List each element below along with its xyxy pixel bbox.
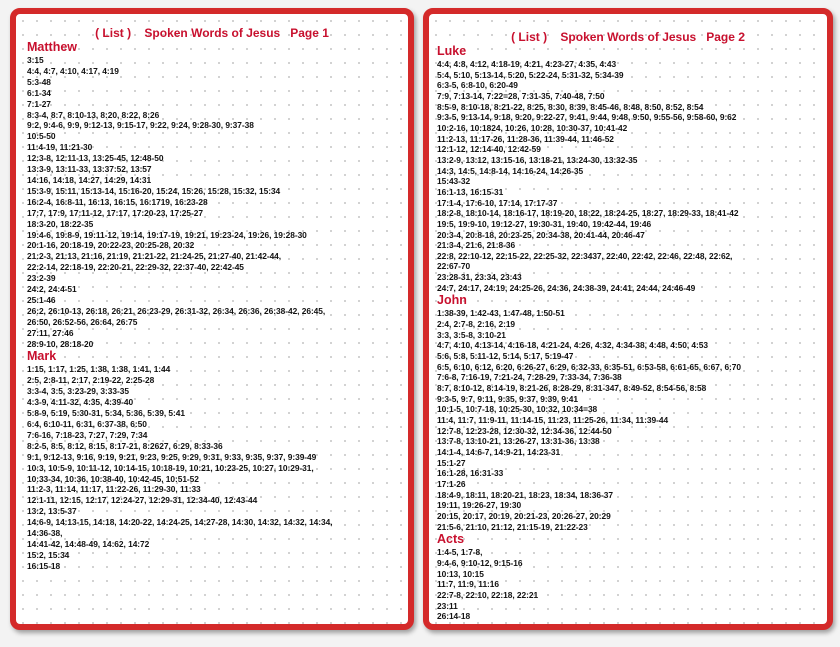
- book-list: [16, 40, 408, 572]
- verse-reference-line: 13:2, 13:5-37: [27, 506, 77, 517]
- verse-reference-line: 9:4-6, 9:10-12, 9:15-16: [437, 557, 523, 568]
- verse-reference-line: 8:5-9, 8:10-18, 8:21-22, 8:25, 8:30, 8:39, 8:45-46, 8:48, 8:50, 8:52, 8:54: [437, 101, 704, 112]
- verse-reference-line: 5:6, 5:8, 5:11-12, 5:14, 5:17, 5:19-47: [437, 351, 574, 362]
- verse-reference-line: 5:4, 5:10, 5:13-14, 5:20, 5:22-24, 5:31-32, 5:34-39: [437, 69, 624, 80]
- verse-reference-line: 15:2, 15:34: [27, 549, 70, 560]
- book-heading: Acts: [437, 532, 465, 547]
- verse-reference-line: 19:11, 19:26-27, 19:30: [437, 500, 522, 511]
- verse-reference-line: 18:4-9, 18:11, 18:20-21, 18:23, 18:34, 18:36-37: [437, 489, 613, 500]
- verse-reference-line: 24:2, 24:4-51: [27, 284, 77, 295]
- list-page-2: [423, 8, 833, 630]
- verse-reference-line: 15:1-27: [437, 457, 466, 468]
- verse-reference-line: 20:15, 20:17, 20:19, 20:21-23, 20:26-27, 20:29: [437, 510, 611, 521]
- verse-reference-line: 14:1-4, 14:6-7, 14:9-21, 14:23-31: [437, 446, 561, 457]
- verse-reference-line: 17:1-26: [437, 478, 466, 489]
- verse-reference-line: 11:7, 11:9, 11:16: [437, 579, 500, 590]
- verse-reference-line: 17:1-4, 17:6-10, 17:14, 17:17-37: [437, 197, 558, 208]
- verse-reference-line: 8:7, 8:10-12, 8:14-19, 8:21-26, 8:28-29, 8:31-347, 8:49-52, 8:54-56, 8:58: [437, 383, 707, 394]
- verse-reference-line: 7:1-27: [27, 98, 51, 109]
- verse-reference-line: 26:14-18: [437, 611, 471, 622]
- verse-reference-line: 11:2-13, 11:17-26, 11:28-36, 11:39-44, 11:46-52: [437, 133, 614, 144]
- verse-reference-line: 2:4, 2:7-8, 2:16, 2:19: [437, 319, 516, 330]
- book-heading: John: [437, 293, 467, 308]
- verse-reference-line: 16:1-13, 16:15-31: [437, 186, 504, 197]
- verse-reference-line: 27:11, 27:46: [27, 327, 74, 338]
- verse-reference-line: 1:15, 1:17, 1:25, 1:38, 1:38, 1:41, 1:44: [27, 364, 171, 375]
- verse-reference-line: 1:38-39, 1:42-43, 1:47-48, 1:50-51: [437, 308, 565, 319]
- verse-reference-line: 13:2-9, 13:12, 13:15-16, 13:18-21, 13:24-30, 13:32-35: [437, 154, 638, 165]
- verse-reference-line: 13:7-8, 13:10-21, 13:26-27, 13:31-36, 13:38: [437, 436, 600, 447]
- verse-reference-line: 18:3-20, 18:22-35: [27, 218, 94, 229]
- verse-reference-line: 21:3-4, 21:6, 21:8-36: [437, 240, 516, 251]
- verse-reference-line: 16:2-4, 16:8-11, 16:13, 16:15, 16:1719, 16:23-28: [27, 196, 208, 207]
- verse-reference-line: 9:3-5, 9:7, 9:11, 9:35, 9:37, 9:39, 9:41: [437, 393, 578, 404]
- verse-reference-line: 6:3-5, 6:8-10, 6:20-49: [437, 80, 518, 91]
- verse-reference-line: 23:11: [437, 600, 458, 611]
- verse-reference-line: 4:4, 4:8, 4:12, 4:18-19, 4:21, 4:23-27, 4:35, 4:43: [437, 59, 617, 69]
- book-list: [429, 44, 827, 622]
- verse-reference-line: 7:6-8, 7:16-19, 7:21-24, 7:28-29, 7:33-34, 7:36-38: [437, 372, 622, 383]
- verse-reference-line: 4:4, 4:7, 4:10, 4:17, 4:19: [27, 65, 119, 76]
- verse-reference-line: 14:6-9, 14:13-15, 14:18, 14:20-22, 14:24-25, 14:27-28, 14:30, 14:32, 14:32, 14:34,: [27, 517, 333, 528]
- verse-reference-line: 10:2-16, 10:1824, 10:26, 10:28, 10:30-37, 10:41-42: [437, 122, 628, 133]
- verse-reference-line: 14:36-38,: [27, 528, 63, 539]
- verse-reference-line: 3:3, 3:5-8, 3:10-21: [437, 329, 506, 340]
- verse-reference-line: 7:6-16, 7:18-23, 7:27, 7:29, 7:34: [27, 429, 148, 440]
- verse-reference-line: 14:41-42, 14:48-49, 14:62, 14:72: [27, 538, 150, 549]
- verse-reference-line: 18:2-8, 18:10-14, 18:16-17, 18:19-20, 18:22, 18:24-25, 18:27, 18:29-33, 18:41-42: [437, 208, 739, 219]
- verse-reference-line: 22:8, 22:10-12, 22:15-22, 22:25-32, 22:3437, 22:40, 22:42, 22:46, 22:48, 22:62,: [437, 250, 733, 261]
- verse-reference-line: 9:2, 9:4-6, 9:9, 9:12-13, 9:15-17, 9:22, 9:24, 9:28-30, 9:37-38: [27, 120, 254, 131]
- verse-reference-line: 10:13, 10:15: [437, 568, 484, 579]
- verse-reference-line: 24:7, 24:17, 24:19, 24:25-26, 24:36, 24:38-39, 24:41, 24:44, 24:46-49: [437, 282, 696, 293]
- book-heading: Matthew: [27, 40, 77, 54]
- verse-reference-line: 28:9-10, 28:18-20: [27, 338, 94, 349]
- book-heading: Mark: [27, 349, 57, 364]
- verse-reference-line: 10:3, 10:5-9, 10:11-12, 10:14-15, 10:18-19, 10:21, 10:23-25, 10:27, 10:29-31,: [27, 462, 314, 473]
- verse-reference-line: 15:3-9, 15:11, 15:13-14, 15:16-20, 15:24, 15:26, 15:28, 15:32, 15:34: [27, 185, 281, 196]
- verse-reference-line: 4:3-9, 4:11-32, 4:35, 4:39-40: [27, 397, 134, 408]
- verse-reference-line: 10:1-5, 10:7-18, 10:25-30, 10:32, 10:34=38: [437, 404, 598, 415]
- verse-reference-line: 8:3-4, 8:7, 8:10-13, 8:20, 8:22, 8:26: [27, 109, 160, 120]
- verse-reference-line: 1:4-5, 1:7-8,: [437, 547, 483, 558]
- verse-reference-line: 13:3-9, 13:11-33, 13:37:52, 13:57: [27, 164, 152, 175]
- verse-reference-line: 20:3-4, 20:8-18, 20:23-25, 20:34-38, 20:41-44, 20:46-47: [437, 229, 645, 240]
- verse-reference-line: 21:2-3, 21:13, 21:16, 21:19, 21:21-22, 21:24-25, 21:27-40, 21:42-44,: [27, 251, 282, 262]
- verse-reference-line: 11:4, 11:7, 11:9-11, 11:14-15, 11:23, 11:25-26, 11:34, 11:39-44: [437, 415, 669, 425]
- verse-reference-line: 7:9, 7:13-14, 7:22=28, 7:31-35, 7:40-48, 7:50: [437, 90, 605, 101]
- verse-reference-line: 12:3-8, 12:11-13, 13:25-45, 12:48-50: [27, 153, 164, 164]
- verse-reference-line: 26:50, 26:52-56, 26:64, 26:75: [27, 316, 138, 327]
- verse-reference-line: 20:1-16, 20:18-19, 20:22-23, 20:25-28, 20:32: [27, 240, 195, 251]
- verse-reference-line: 10:33-34, 10:36, 10:38-40, 10:42-45, 10:51-52: [27, 473, 199, 484]
- verse-reference-line: 12:7-8, 12:23-28, 12:30-32, 12:34-36, 12:44-50: [437, 425, 612, 436]
- verse-reference-line: 5:3-48: [27, 76, 51, 87]
- verse-reference-line: 5:8-9, 5:19, 5:30-31, 5:34, 5:36, 5:39, 5:41: [27, 408, 185, 419]
- page-title: ( List ) Spoken Words of Jesus Page 2: [511, 30, 745, 44]
- verse-reference-line: 17:7, 17:9, 17:11-12, 17:17, 17:20-23, 17:25-27: [27, 207, 203, 218]
- verse-reference-line: 11:2-3, 11:14, 11:17, 11:22-26, 11:29-30, 11:33: [27, 484, 201, 495]
- verse-reference-line: 21:5-6, 21:10, 21:12, 21:15-19, 21:22-23: [437, 521, 588, 532]
- verse-reference-line: 10:5-50: [27, 131, 56, 142]
- book-heading: Luke: [437, 44, 467, 58]
- verse-reference-line: 3:15: [27, 55, 44, 65]
- verse-reference-line: 6:4, 6:10-11, 6:31, 6:37-38, 6:50: [27, 419, 147, 429]
- verse-reference-line: 16:15-18: [27, 560, 61, 571]
- verse-reference-line: 9:1, 9:12-13, 9:16, 9:19, 9:21, 9:23, 9:25, 9:29, 9:31, 9:33, 9:35, 9:37, 9:39-49: [27, 451, 317, 462]
- verse-reference-line: 6:1-34: [27, 87, 51, 98]
- list-page-1: [10, 8, 414, 630]
- verse-reference-line: 2:5, 2:8-11, 2:17, 2:19-22, 2:25-28: [27, 375, 155, 386]
- verse-reference-line: 22:67-70: [437, 261, 471, 272]
- page-title: ( List ) Spoken Words of Jesus Page 1: [95, 26, 329, 40]
- verse-reference-line: 11:4-19, 11:21-30: [27, 142, 93, 153]
- verse-reference-line: 15:43-32: [437, 176, 471, 187]
- verse-reference-line: 14:16, 14:18, 14:27, 14:29, 14:31: [27, 174, 152, 185]
- verse-reference-line: 23:28-31, 23:34, 23:43: [437, 272, 522, 283]
- verse-reference-line: 19:4-6, 19:8-9, 19:11-12, 19:14, 19:17-19, 19:21, 19:23-24, 19:26, 19:28-30: [27, 229, 307, 240]
- verse-reference-line: 22:2-14, 22:18-19, 22:20-21, 22:29-32, 22:37-40, 22:42-45: [27, 262, 244, 273]
- verse-reference-line: 16:1-28, 16:31-33: [437, 468, 504, 479]
- verse-reference-line: 6:5, 6:10, 6:12, 6:20, 6:26-27, 6:29, 6:32-33, 6:35-51, 6:53-58, 6:61-65, 6:67, 6:70: [437, 361, 742, 372]
- verse-reference-line: 14:3, 14:5, 14:8-14, 14:16-24, 14:26-35: [437, 165, 584, 176]
- verse-reference-line: 12:1-11, 12:15, 12:17, 12:24-27, 12:29-31, 12:34-40, 12:43-44: [27, 495, 258, 506]
- verse-reference-line: 12:1-12, 12:14-40, 12:42-59: [437, 144, 541, 155]
- verse-reference-line: 26:2, 26:10-13, 26:18, 26:21, 26:23-29, 26:31-32, 26:34, 26:36, 26:38-42, 26:45,: [27, 305, 326, 316]
- verse-reference-line: 19:5, 19:9-10, 19:12-27, 19:30-31, 19:40, 19:42-44, 19:46: [437, 218, 652, 229]
- verse-reference-line: 3:3-4, 3:5, 3:23-29, 3:33-35: [27, 386, 129, 397]
- verse-reference-line: 8:2-5, 8:5, 8:12, 8:15, 8:17-21, 8:2627, 6:29, 8:33-36: [27, 440, 223, 451]
- verse-reference-line: 9:3-5, 9:13-14, 9:18, 9:20, 9:22-27, 9:41, 9:44, 9:48, 9:50, 9:55-56, 9:58-60, 9:62: [437, 112, 737, 123]
- verse-reference-line: 23:2-39: [27, 273, 56, 284]
- verse-reference-line: 22:7-8, 22:10, 22:18, 22:21: [437, 589, 539, 600]
- verse-reference-line: 4:7, 4:10, 4:13-14, 4:16-18, 4:21-24, 4:26, 4:32, 4:34-38, 4:48, 4:50, 4:53: [437, 340, 708, 351]
- verse-reference-line: 25:1-46: [27, 294, 56, 305]
